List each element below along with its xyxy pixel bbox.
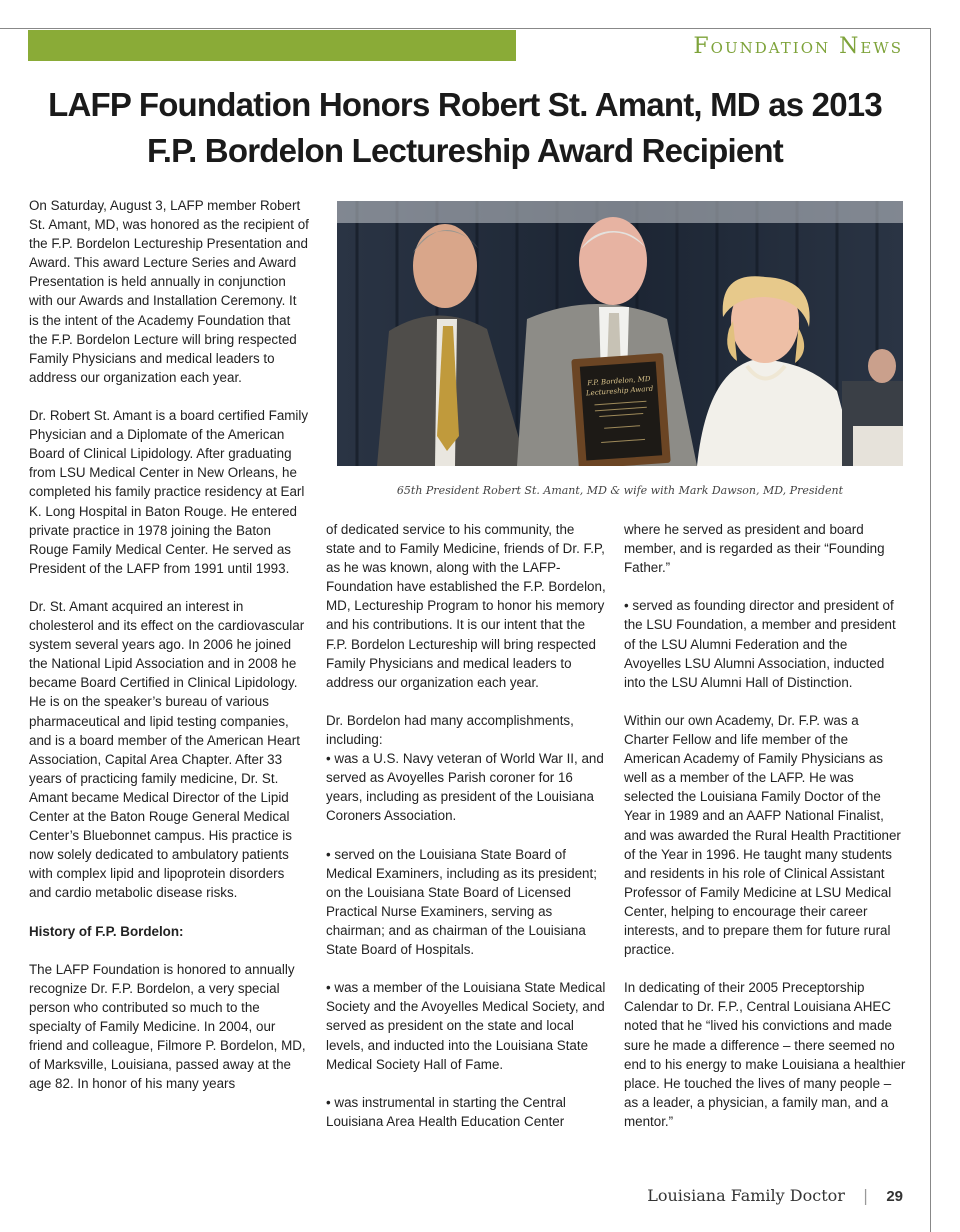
paragraph-history: The LAFP Foundation is honored to annually recognize Dr. F.P. Bordelon, a very special person who contributed so much to the specialty of Family Medicine. In 2004, our friend and colleague, Filmore P. Bordelon, MD, of Marksville, Louisiana, passed away at the age 82. In honor of his many years (29, 961, 306, 1092)
column-2 (326, 520, 606, 1131)
column-1 (29, 196, 309, 1093)
plaque-title: F.P. Bordelon, MD (587, 374, 651, 388)
page-footer (560, 1186, 903, 1205)
paragraph-preceptorship: In dedicating of their 2005 Preceptorship Calendar to Dr. F.P., Central Louisiana AHEC noted that he “lived his convictions and made sure he made a difference – there seemed no end to his energy to make Louisiana a healthier place. He touched the lives of many people – as a leader, a physician, a family man, and a mentor.” (624, 980, 906, 1129)
bullet-board: • served on the Louisiana State Board of Medical Examiners, including as its president; on the Louisiana State Board of Licensed Practical Nurse Examiners, serving as chairman; and as chairman of the Louisiana State Board of Hospitals. (326, 846, 597, 958)
publication-name: Louisiana Family Doctor (647, 1186, 845, 1205)
bullet-ahec: • was instrumental in starting the Central Louisiana Area Health Education Center (326, 1094, 566, 1129)
paragraph-bio: Dr. Robert St. Amant is a board certified Family Physician and a Diplomate of the American Board of Clinical Lipidology. After graduating from LSU Medical Center in New Orleans, he completed his family practice residency at Earl K. Long Hospital in Baton Rouge. He entered private practice in 1978 joining the Baton Rouge Family Medical Center. He served as President of the LAFP from 1991 until 1993. (29, 408, 309, 576)
paragraph-academy: Within our own Academy, Dr. F.P. was a Charter Fellow and life member of the American Academy of Family Physicians as well as a member of the LAFP. He was selected the Louisiana Family Doctor of the Year in 1989 and an AAFP National Finalist, and was awarded the Rural Health Practitioner of the Year in 1996. He taught many students and residents in his role of Clinical Assistant Professor of Family Medicine at LSU Medical Center, helping to encourage their career interests, and to prepare them for future rural practice. (624, 712, 901, 958)
bullet-society: • was a member of the Louisiana State Medical Society and the Avoyelles Medical Society, and served as president on the state and local levels, and inducted into the Louisiana State Medical Society Hall of Fame. (326, 980, 606, 1072)
right-rule (930, 28, 931, 1232)
section-label: Foundation News (693, 34, 903, 59)
footer-separator: | (862, 1186, 869, 1205)
headline-line-1: LAFP Foundation Honors Robert St. Amant, MD as 2013 (48, 86, 882, 123)
award-photo (337, 201, 903, 466)
photo-caption: 65th President Robert St. Amant, MD & wife with Mark Dawson, MD, President (396, 484, 844, 497)
paragraph-founding-father: where he served as president and board member, and is regarded as their “Founding Father.” (624, 522, 885, 576)
page-number: 29 (886, 1188, 903, 1205)
bullet-lsu-foundation: • served as founding director and president of the LSU Foundation, a member and president of the LSU Alumni Federation and the Avoyelles LSU Alumni Association, inducted into the LSU Alumni Hall of Distinction. (624, 598, 896, 690)
accomplishments-intro: Dr. Bordelon had many accomplishments, including: (326, 712, 574, 748)
article-headline (20, 82, 910, 174)
paragraph-lipid: Dr. St. Amant acquired an interest in cholesterol and its effect on the cardiovascular system several years ago. In 2006 he joined the National Lipid Association and in 2008 he became Board Certified in Clinical Lipidology. He is on the speaker’s bureau of various pharmaceutical and lipid testing companies, and is a board member of the American Heart Association, Capital Area Chapter. After 33 years of practicing family medicine, Dr. St. Amant became Medical Director of the Lipid Center at the Baton Rouge General Medical Center’s Bluebonnet campus. His practice is now solely dedicated to ambulatory patients with complex lipid and lipoprotein disorders and cardio metabolic disease risks. (29, 598, 305, 901)
award-photo-illustration (337, 201, 903, 466)
plaque-subtitle: Lectureship Award (585, 384, 654, 398)
paragraph-honor: of dedicated service to his community, the state and to Family Medicine, friends of Dr. F.P, as he was known, along with the LAFP-Foundation have established the F.P. Bordelon, MD, Lectureship Program to honor his memory and his contributions. It is our intent that the F.P. Bordelon Lectureship will bring respected Family Physicians and medical leaders to address our organization each year. (326, 522, 606, 690)
bullet-navy: • was a U.S. Navy veteran of World War II, and served as Avoyelles Parish coroner for 16 years, including as president of the Louisiana Coroners Association. (326, 751, 604, 824)
column-3 (624, 520, 906, 1131)
history-subhead: History of F.P. Bordelon: (29, 923, 184, 939)
paragraph-intro: On Saturday, August 3, LAFP member Robert St. Amant, MD, was honored as the recipient of the F.P. Bordelon Lectureship Presentation and Award. This award Lecture Series and Award Presentation is held annually in conjunction with our Awards and Installation Ceremony. It is the intent of the Academy Foundation that the F.P. Bordelon Lecture will bring respected Family Physicians and medical leaders to address our organization each year. (29, 198, 309, 385)
top-rule (0, 28, 930, 29)
section-color-bar (28, 30, 516, 61)
headline-line-2: F.P. Bordelon Lectureship Award Recipient (147, 132, 783, 169)
